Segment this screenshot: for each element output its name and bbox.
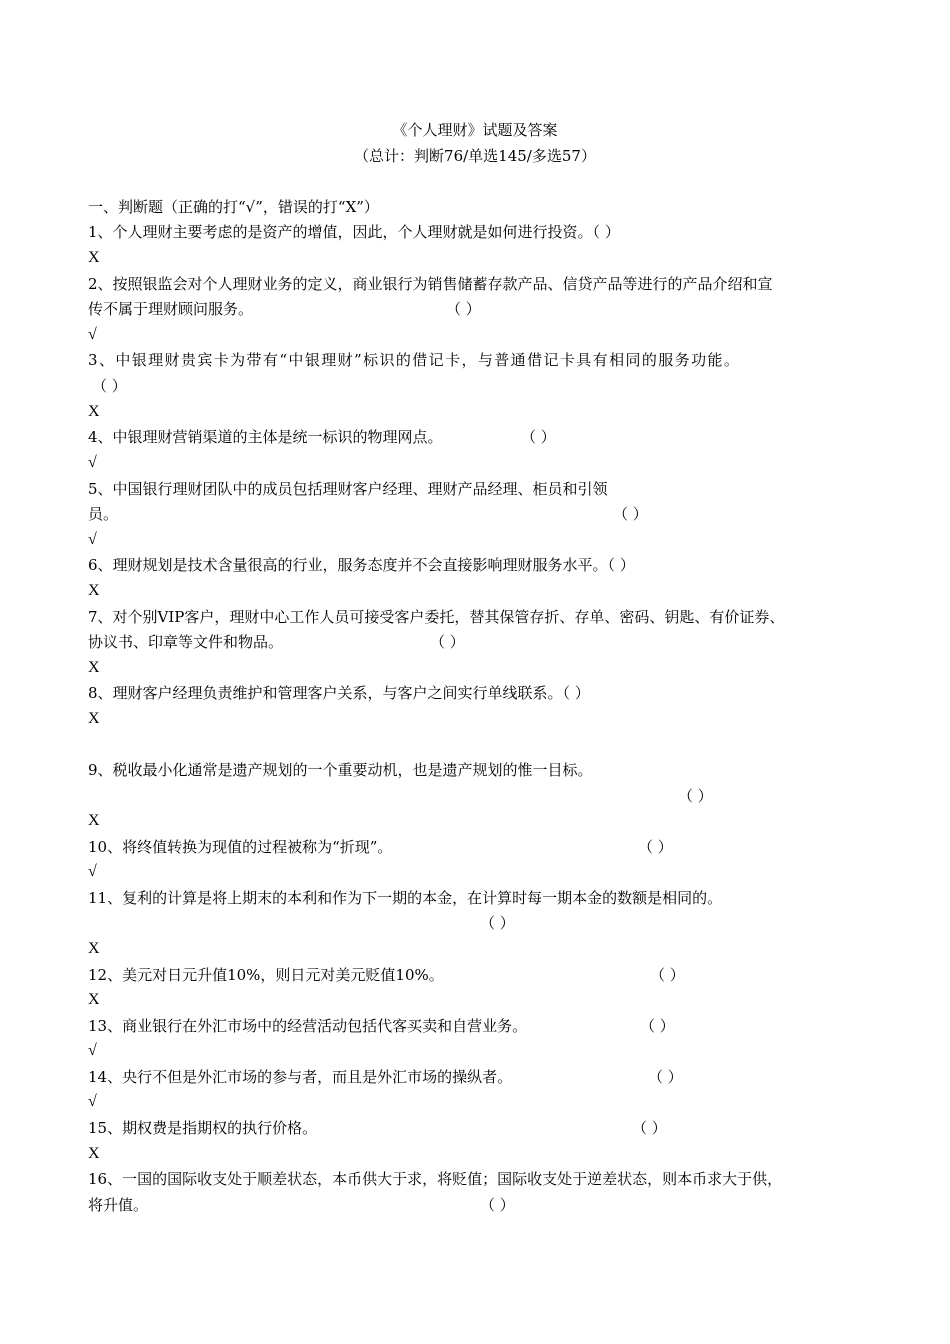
page-title: 《个人理财》试题及答案: [392, 121, 558, 139]
answer-blank-4: （ ）: [521, 428, 556, 446]
section-heading: 一、判断题（正确的打“√”，错误的打“X”）: [88, 198, 379, 216]
question-16-line-2: 将升值。: [88, 1196, 149, 1214]
question-13-line-1: 13、商业银行在外汇市场中的经营活动包括代客买卖和自营业务。: [88, 1017, 528, 1035]
answer-7: X: [88, 659, 100, 676]
answer-blank-7: （ ）: [430, 633, 465, 651]
answer-11: X: [88, 940, 100, 957]
answer-blank-14: （ ）: [648, 1068, 683, 1086]
answer-8: X: [88, 710, 100, 727]
answer-blank-13: （ ）: [640, 1017, 675, 1035]
question-9-line-1: 9、税收最小化通常是遗产规划的一个重要动机，也是遗产规划的惟一目标。: [88, 761, 593, 779]
answer-5: √: [88, 531, 97, 548]
question-3-line-1: 3、中银理财贵宾卡为带有“中银理财”标识的借记卡，与普通借记卡具有相同的服务功能。: [88, 351, 741, 369]
answer-4: √: [88, 454, 97, 471]
answer-blank-3: （ ）: [92, 377, 127, 395]
answer-14: √: [88, 1093, 97, 1110]
answer-15: X: [88, 1145, 100, 1162]
answer-blank-15: （ ）: [632, 1119, 667, 1137]
answer-13: √: [88, 1042, 97, 1059]
question-5-line-2: 员。: [88, 505, 119, 523]
answer-blank-10: （ ）: [638, 838, 673, 856]
question-8-line-1: 8、理财客户经理负责维护和管理客户关系，与客户之间实行单线联系。（ ）: [88, 684, 590, 702]
answer-2: √: [88, 326, 97, 343]
answer-blank-5: （ ）: [613, 505, 648, 523]
answer-blank-9: （ ）: [678, 787, 713, 805]
question-2-line-2: 传不属于理财顾问服务。: [88, 300, 254, 318]
question-10-line-1: 10、将终值转换为现值的过程被称为“折现”。: [88, 838, 393, 856]
answer-3: X: [88, 403, 100, 420]
question-2-line-1: 2、按照银监会对个人理财业务的定义，商业银行为销售储蓄存款产品、信贷产品等进行的产品介绍和宣: [88, 275, 773, 293]
question-11-line-1: 11、复利的计算是将上期末的本利和作为下一期的本金，在计算时每一期本金的数额是相同的。: [88, 889, 723, 907]
question-7-line-1: 7、对个别VIP客户，理财中心工作人员可接受客户委托，替其保管存折、存单、密码、钥匙、有价证券、: [88, 608, 785, 626]
question-14-line-1: 14、央行不但是外汇市场的参与者，而且是外汇市场的操纵者。: [88, 1068, 513, 1086]
answer-6: X: [88, 582, 100, 599]
answer-blank-2: （ ）: [446, 300, 481, 318]
answer-1: X: [88, 249, 100, 266]
question-1-line-1: 1、个人理财主要考虑的是资产的增值，因此，个人理财就是如何进行投资。（ ）: [88, 223, 620, 241]
answer-blank-16: （ ）: [480, 1196, 515, 1214]
answer-blank-12: （ ）: [650, 966, 685, 984]
question-12-line-1: 12、美元对日元升值10%，则日元对美元贬值10%。: [88, 966, 444, 984]
question-5-line-1: 5、中国银行理财团队中的成员包括理财客户经理、理财产品经理、柜员和引领: [88, 480, 608, 498]
question-7-line-2: 协议书、印章等文件和物品。: [88, 633, 284, 651]
answer-blank-11: （ ）: [480, 914, 515, 932]
answer-10: √: [88, 863, 97, 880]
page-subtitle: （总计：判断76/单选145/多选57）: [354, 147, 596, 165]
question-16-line-1: 16、一国的国际收支处于顺差状态，本币供大于求，将贬值；国际收支处于逆差状态，则本币求大于供，: [88, 1170, 783, 1188]
answer-9: X: [88, 812, 100, 829]
question-6-line-1: 6、理财规划是技术含量很高的行业，服务态度并不会直接影响理财服务水平。（ ）: [88, 556, 635, 574]
question-15-line-1: 15、期权费是指期权的执行价格。: [88, 1119, 318, 1137]
answer-12: X: [88, 991, 100, 1008]
question-4-line-1: 4、中银理财营销渠道的主体是统一标识的物理网点。: [88, 428, 443, 446]
